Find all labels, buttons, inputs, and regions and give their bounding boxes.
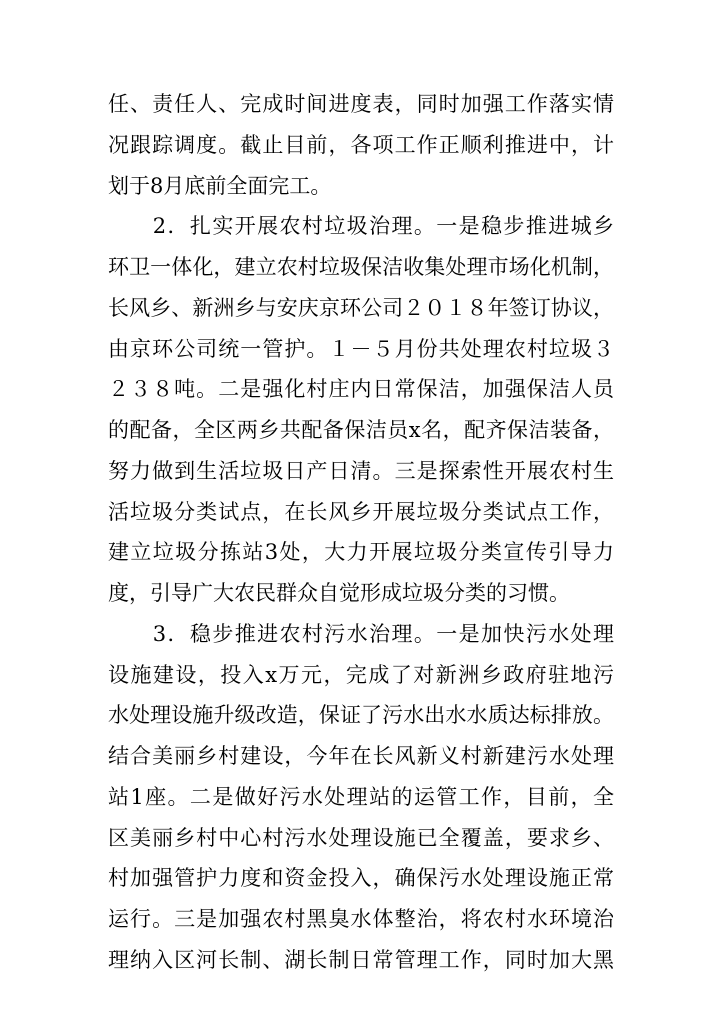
text-line: 努力做到生活垃圾日产日清。三是探索性开展农村生 (108, 458, 614, 483)
text-line: 设施建设，投入x万元，完成了对新洲乡政府驻地污 (108, 662, 614, 687)
text-line: 3．稳步推进农村污水治理。一是加快污水处理 (108, 621, 614, 646)
text-line: 结合美丽乡村建设，今年在长风新义村新建污水处理 (108, 744, 614, 768)
text-line: 建立垃圾分拣站3处，大力开展垃圾分类宣传引导力 (108, 540, 614, 565)
text-line: ２３８吨。二是强化村庄内日常保洁，加强保洁人员 (108, 377, 614, 402)
text-line: 的配备，全区两乡共配备保洁员x名，配齐保洁装备， (108, 418, 614, 442)
text-line: 划于8月底前全面完工。 (108, 173, 332, 198)
text-line: 站1座。二是做好污水处理站的运管工作，目前，全 (108, 784, 614, 809)
text-line: 长风乡、新洲乡与安庆京环公司２０１８年签订协议， (108, 295, 614, 320)
text-line: 理纳入区河长制、湖长制日常管理工作，同时加大黑 (108, 947, 614, 972)
text-line: 况跟踪调度。截止目前，各项工作正顺利推进中，计 (108, 132, 614, 157)
text-line: 任、责任人、完成时间进度表，同时加强工作落实情 (108, 92, 614, 116)
text-line: 度，引导广大农民群众自觉形成垃圾分类的习惯。 (108, 581, 570, 605)
text-line: 由京环公司统一管护。１－５月份共处理农村垃圾３ (108, 336, 614, 361)
text-line: 村加强管护力度和资金投入，确保污水处理设施正常 (108, 866, 614, 891)
document-body (108, 84, 614, 981)
text-line: 区美丽乡村中心村污水处理设施已全覆盖，要求乡、 (108, 825, 614, 850)
text-line: 运行。三是加强农村黑臭水体整治，将农村水环境治 (108, 907, 614, 931)
text-line: 水处理设施升级改造，保证了污水出水水质达标排放。 (108, 703, 614, 728)
text-line: 环卫一体化，建立农村垃圾保洁收集处理市场化机制， (108, 255, 614, 279)
text-line: 2．扎实开展农村垃圾治理。一是稳步推进城乡 (108, 214, 614, 239)
text-line: 活垃圾分类试点，在长风乡开展垃圾分类试点工作， (108, 499, 614, 524)
